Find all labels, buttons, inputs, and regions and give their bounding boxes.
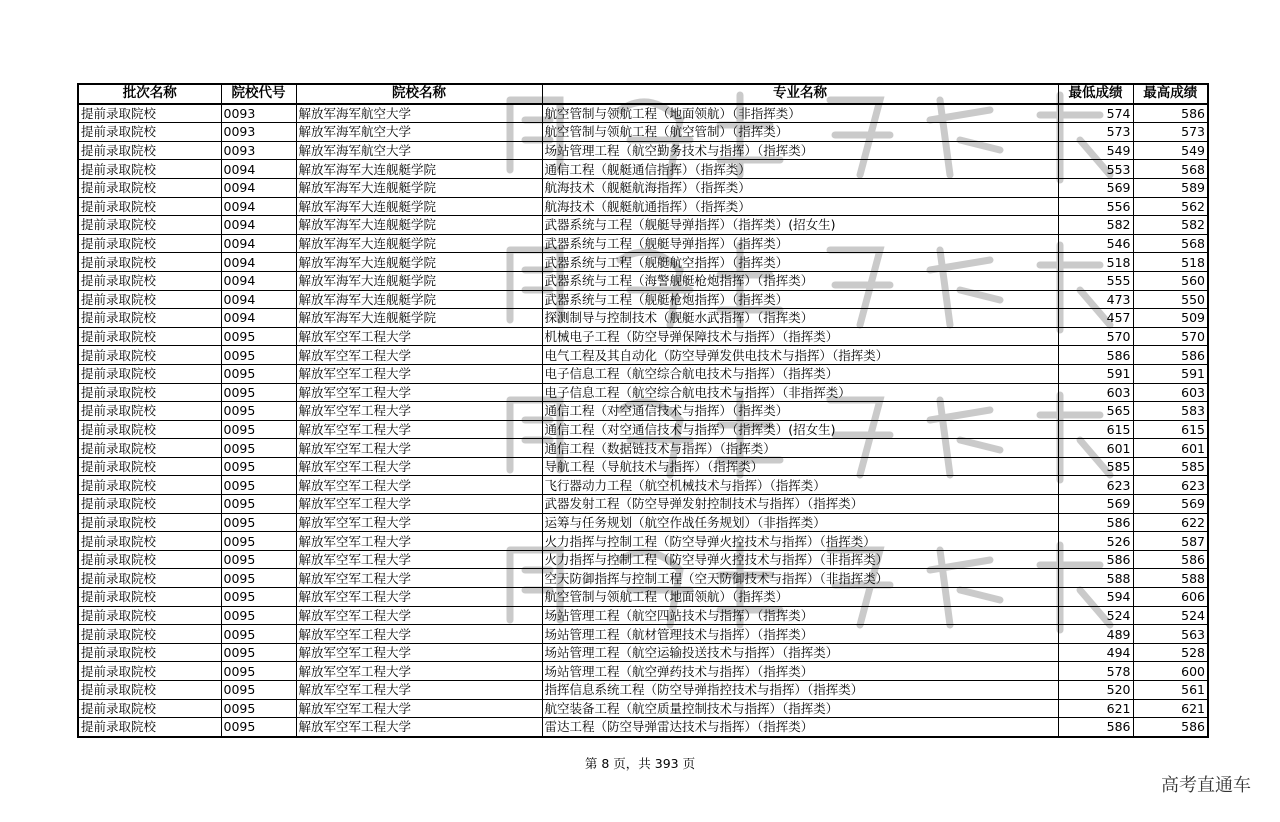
cell-major-name: 电气工程及其自动化（防空导弹发供电技术与指挥）（指挥类） [542,346,1058,365]
cell-batch: 提前录取院校 [78,718,221,737]
cell-batch: 提前录取院校 [78,197,221,216]
cell-batch: 提前录取院校 [78,216,221,235]
cell-school-code: 0095 [221,457,296,476]
cell-major-name: 航空管制与领航工程（地面领航）（指挥类） [542,588,1058,607]
cell-school-name: 解放军海军大连舰艇学院 [296,309,542,328]
cell-school-code: 0094 [221,216,296,235]
cell-school-name: 解放军空军工程大学 [296,495,542,514]
cell-major-name: 飞行器动力工程（航空机械技术与指挥）（指挥类） [542,476,1058,495]
cell-school-code: 0095 [221,532,296,551]
cell-school-name: 解放军空军工程大学 [296,364,542,383]
cell-school-code: 0095 [221,625,296,644]
cell-school-name: 解放军空军工程大学 [296,532,542,551]
cell-min-score: 555 [1058,271,1133,290]
cell-school-name: 解放军海军大连舰艇学院 [296,290,542,309]
cell-major-name: 指挥信息系统工程（防空导弹指控技术与指挥）（指挥类） [542,681,1058,700]
table-row [78,271,1208,290]
table-row [78,178,1208,197]
cell-max-score: 528 [1133,643,1208,662]
cell-major-name: 场站管理工程（航空运输投送技术与指挥）（指挥类） [542,643,1058,662]
cell-max-score: 615 [1133,420,1208,439]
cell-max-score: 591 [1133,364,1208,383]
cell-min-score: 494 [1058,643,1133,662]
cell-major-name: 运筹与任务规划（航空作战任务规划）（非指挥类） [542,513,1058,532]
cell-school-name: 解放军海军航空大学 [296,141,542,160]
brand-label: 高考直通车 [1161,775,1251,796]
cell-min-score: 546 [1058,234,1133,253]
cell-school-code: 0095 [221,643,296,662]
table-row [78,309,1208,328]
table-row [78,662,1208,681]
cell-school-code: 0095 [221,550,296,569]
cell-max-score: 561 [1133,681,1208,700]
table-row [78,253,1208,272]
table-row [78,327,1208,346]
table-row [78,346,1208,365]
cell-school-name: 解放军空军工程大学 [296,681,542,700]
cell-major-name: 武器发射工程（防空导弹发射控制技术与指挥）（指挥类） [542,495,1058,514]
header-min-score: 最低成绩 [1058,84,1133,104]
cell-major-name: 通信工程（对空通信技术与指挥）（指挥类） [542,402,1058,421]
cell-min-score: 591 [1058,364,1133,383]
cell-batch: 提前录取院校 [78,402,221,421]
cell-max-score: 583 [1133,402,1208,421]
cell-min-score: 524 [1058,606,1133,625]
cell-max-score: 573 [1133,123,1208,142]
cell-batch: 提前录取院校 [78,420,221,439]
cell-school-code: 0095 [221,383,296,402]
cell-school-code: 0095 [221,495,296,514]
cell-min-score: 553 [1058,160,1133,179]
table-row [78,606,1208,625]
cell-school-code: 0095 [221,402,296,421]
cell-school-name: 解放军海军大连舰艇学院 [296,271,542,290]
cell-batch: 提前录取院校 [78,178,221,197]
cell-school-name: 解放军空军工程大学 [296,718,542,737]
cell-batch: 提前录取院校 [78,327,221,346]
cell-major-name: 场站管理工程（航空弹药技术与指挥）（指挥类） [542,662,1058,681]
cell-school-code: 0094 [221,234,296,253]
cell-major-name: 航空管制与领航工程（地面领航）（非指挥类） [542,104,1058,123]
cell-major-name: 通信工程（对空通信技术与指挥）（指挥类）(招女生) [542,420,1058,439]
cell-max-score: 586 [1133,346,1208,365]
cell-school-name: 解放军空军工程大学 [296,402,542,421]
cell-min-score: 601 [1058,439,1133,458]
cell-max-score: 600 [1133,662,1208,681]
table-row [78,216,1208,235]
cell-max-score: 586 [1133,550,1208,569]
cell-major-name: 雷达工程（防空导弹雷达技术与指挥）（指挥类） [542,718,1058,737]
table-row [78,495,1208,514]
cell-batch: 提前录取院校 [78,495,221,514]
cell-major-name: 武器系统与工程（舰艇航空指挥）（指挥类） [542,253,1058,272]
cell-school-code: 0095 [221,476,296,495]
cell-school-code: 0095 [221,662,296,681]
cell-min-score: 569 [1058,495,1133,514]
cell-batch: 提前录取院校 [78,662,221,681]
cell-max-score: 509 [1133,309,1208,328]
cell-max-score: 622 [1133,513,1208,532]
cell-major-name: 武器系统与工程（海警舰艇枪炮指挥）（指挥类） [542,271,1058,290]
cell-min-score: 603 [1058,383,1133,402]
cell-max-score: 569 [1133,495,1208,514]
cell-min-score: 578 [1058,662,1133,681]
cell-batch: 提前录取院校 [78,681,221,700]
cell-batch: 提前录取院校 [78,346,221,365]
cell-max-score: 524 [1133,606,1208,625]
cell-major-name: 电子信息工程（航空综合航电技术与指挥）（非指挥类） [542,383,1058,402]
cell-max-score: 589 [1133,178,1208,197]
table-row [78,569,1208,588]
cell-batch: 提前录取院校 [78,476,221,495]
cell-batch: 提前录取院校 [78,160,221,179]
cell-school-name: 解放军空军工程大学 [296,569,542,588]
table-row [78,588,1208,607]
cell-max-score: 601 [1133,439,1208,458]
cell-max-score: 518 [1133,253,1208,272]
table-row [78,532,1208,551]
cell-school-name: 解放军空军工程大学 [296,420,542,439]
cell-school-code: 0095 [221,718,296,737]
cell-school-name: 解放军空军工程大学 [296,513,542,532]
table-row [78,197,1208,216]
cell-school-code: 0095 [221,327,296,346]
table-header [78,84,1208,104]
cell-max-score: 603 [1133,383,1208,402]
cell-min-score: 518 [1058,253,1133,272]
cell-school-code: 0095 [221,699,296,718]
cell-school-code: 0095 [221,588,296,607]
cell-min-score: 569 [1058,178,1133,197]
cell-school-code: 0094 [221,271,296,290]
cell-school-code: 0094 [221,290,296,309]
cell-major-name: 武器系统与工程（舰艇导弹指挥）（指挥类） [542,234,1058,253]
cell-school-code: 0094 [221,178,296,197]
cell-school-code: 0095 [221,681,296,700]
cell-batch: 提前录取院校 [78,550,221,569]
cell-major-name: 航海技术（舰艇航海指挥）（指挥类） [542,178,1058,197]
cell-batch: 提前录取院校 [78,253,221,272]
cell-batch: 提前录取院校 [78,699,221,718]
cell-max-score: 549 [1133,141,1208,160]
table-row [78,699,1208,718]
cell-school-name: 解放军空军工程大学 [296,476,542,495]
cell-max-score: 586 [1133,718,1208,737]
cell-school-name: 解放军海军大连舰艇学院 [296,234,542,253]
cell-school-code: 0093 [221,141,296,160]
table-row [78,383,1208,402]
cell-school-name: 解放军空军工程大学 [296,327,542,346]
table-row [78,234,1208,253]
table-row [78,718,1208,737]
cell-min-score: 586 [1058,718,1133,737]
cell-min-score: 556 [1058,197,1133,216]
cell-major-name: 通信工程（舰艇通信指挥）（指挥类） [542,160,1058,179]
cell-min-score: 573 [1058,123,1133,142]
table-row [78,643,1208,662]
cell-major-name: 航海技术（舰艇航通指挥）（指挥类） [542,197,1058,216]
cell-school-code: 0095 [221,346,296,365]
cell-max-score: 587 [1133,532,1208,551]
cell-batch: 提前录取院校 [78,625,221,644]
cell-min-score: 623 [1058,476,1133,495]
cell-max-score: 568 [1133,234,1208,253]
cell-min-score: 586 [1058,346,1133,365]
table-row [78,123,1208,142]
cell-school-code: 0095 [221,364,296,383]
header-major-name: 专业名称 [542,84,1058,104]
cell-school-name: 解放军空军工程大学 [296,588,542,607]
table-row [78,457,1208,476]
cell-school-name: 解放军海军大连舰艇学院 [296,178,542,197]
cell-min-score: 570 [1058,327,1133,346]
table-row [78,104,1208,123]
cell-school-name: 解放军空军工程大学 [296,457,542,476]
table-row [78,476,1208,495]
table-row [78,364,1208,383]
cell-school-code: 0095 [221,606,296,625]
cell-major-name: 空天防御指挥与控制工程（空天防御技术与指挥）（非指挥类） [542,569,1058,588]
cell-min-score: 520 [1058,681,1133,700]
cell-major-name: 武器系统与工程（舰艇枪炮指挥）（指挥类） [542,290,1058,309]
cell-batch: 提前录取院校 [78,643,221,662]
cell-school-code: 0095 [221,513,296,532]
table-row [78,141,1208,160]
cell-school-code: 0095 [221,569,296,588]
header-batch: 批次名称 [78,84,221,104]
table-row [78,402,1208,421]
cell-max-score: 563 [1133,625,1208,644]
cell-school-name: 解放军空军工程大学 [296,699,542,718]
cell-school-code: 0095 [221,420,296,439]
cell-min-score: 457 [1058,309,1133,328]
cell-school-name: 解放军海军大连舰艇学院 [296,216,542,235]
cell-max-score: 588 [1133,569,1208,588]
cell-school-code: 0094 [221,309,296,328]
cell-major-name: 火力指挥与控制工程（防空导弹火控技术与指挥）（指挥类） [542,532,1058,551]
cell-min-score: 473 [1058,290,1133,309]
cell-min-score: 588 [1058,569,1133,588]
table-body [78,104,1208,737]
cell-min-score: 489 [1058,625,1133,644]
cell-min-score: 526 [1058,532,1133,551]
cell-batch: 提前录取院校 [78,141,221,160]
cell-school-code: 0094 [221,197,296,216]
cell-major-name: 通信工程（数据链技术与指挥）（指挥类） [542,439,1058,458]
cell-school-name: 解放军空军工程大学 [296,550,542,569]
cell-school-name: 解放军海军大连舰艇学院 [296,253,542,272]
table-row [78,513,1208,532]
cell-school-code: 0094 [221,160,296,179]
cell-school-name: 解放军海军航空大学 [296,104,542,123]
cell-school-code: 0095 [221,439,296,458]
cell-school-name: 解放军空军工程大学 [296,625,542,644]
cell-major-name: 机械电子工程（防空导弹保障技术与指挥）（指挥类） [542,327,1058,346]
cell-min-score: 586 [1058,513,1133,532]
cell-max-score: 606 [1133,588,1208,607]
cell-min-score: 582 [1058,216,1133,235]
cell-min-score: 594 [1058,588,1133,607]
cell-school-name: 解放军海军航空大学 [296,123,542,142]
cell-school-name: 解放军空军工程大学 [296,662,542,681]
cell-major-name: 场站管理工程（航空勤务技术与指挥）（指挥类） [542,141,1058,160]
cell-max-score: 570 [1133,327,1208,346]
cell-min-score: 585 [1058,457,1133,476]
cell-batch: 提前录取院校 [78,569,221,588]
cell-school-code: 0093 [221,104,296,123]
cell-min-score: 549 [1058,141,1133,160]
cell-max-score: 560 [1133,271,1208,290]
cell-school-name: 解放军空军工程大学 [296,346,542,365]
cell-max-score: 585 [1133,457,1208,476]
cell-school-name: 解放军空军工程大学 [296,383,542,402]
cell-major-name: 火力指挥与控制工程（防空导弹火控技术与指挥）（非指挥类） [542,550,1058,569]
cell-school-name: 解放军空军工程大学 [296,439,542,458]
cell-school-name: 解放军海军大连舰艇学院 [296,197,542,216]
table-row [78,439,1208,458]
cell-batch: 提前录取院校 [78,457,221,476]
cell-max-score: 621 [1133,699,1208,718]
header-school-name: 院校名称 [296,84,542,104]
cell-batch: 提前录取院校 [78,588,221,607]
cell-major-name: 航空管制与领航工程（航空管制）（指挥类） [542,123,1058,142]
cell-batch: 提前录取院校 [78,309,221,328]
cell-school-code: 0094 [221,253,296,272]
cell-batch: 提前录取院校 [78,234,221,253]
cell-major-name: 场站管理工程（航材管理技术与指挥）（指挥类） [542,625,1058,644]
cell-batch: 提前录取院校 [78,123,221,142]
cell-batch: 提前录取院校 [78,513,221,532]
cell-major-name: 航空装备工程（航空质量控制技术与指挥）（指挥类） [542,699,1058,718]
cell-min-score: 565 [1058,402,1133,421]
cell-min-score: 574 [1058,104,1133,123]
cell-max-score: 568 [1133,160,1208,179]
page-indicator: 第 8 页，共 393 页 [584,756,696,771]
cell-batch: 提前录取院校 [78,383,221,402]
cell-batch: 提前录取院校 [78,104,221,123]
cell-school-name: 解放军空军工程大学 [296,606,542,625]
cell-major-name: 探测制导与控制技术（舰艇水武指挥）（指挥类） [542,309,1058,328]
cell-max-score: 582 [1133,216,1208,235]
admission-scores-table [77,83,1209,738]
cell-major-name: 导航工程（导航技术与指挥）（指挥类） [542,457,1058,476]
table-row [78,420,1208,439]
cell-batch: 提前录取院校 [78,606,221,625]
table-row [78,550,1208,569]
cell-batch: 提前录取院校 [78,271,221,290]
cell-max-score: 586 [1133,104,1208,123]
cell-batch: 提前录取院校 [78,364,221,383]
cell-major-name: 场站管理工程（航空四站技术与指挥）（指挥类） [542,606,1058,625]
cell-max-score: 562 [1133,197,1208,216]
cell-batch: 提前录取院校 [78,439,221,458]
cell-max-score: 550 [1133,290,1208,309]
cell-max-score: 623 [1133,476,1208,495]
table-row [78,625,1208,644]
cell-major-name: 武器系统与工程（舰艇导弹指挥）（指挥类）(招女生) [542,216,1058,235]
header-school-code: 院校代号 [221,84,296,104]
cell-major-name: 电子信息工程（航空综合航电技术与指挥）（指挥类） [542,364,1058,383]
table-row [78,160,1208,179]
cell-school-name: 解放军空军工程大学 [296,643,542,662]
cell-batch: 提前录取院校 [78,532,221,551]
cell-min-score: 615 [1058,420,1133,439]
header-max-score: 最高成绩 [1133,84,1208,104]
cell-school-code: 0093 [221,123,296,142]
table-row [78,681,1208,700]
cell-batch: 提前录取院校 [78,290,221,309]
cell-min-score: 621 [1058,699,1133,718]
cell-min-score: 586 [1058,550,1133,569]
cell-school-name: 解放军海军大连舰艇学院 [296,160,542,179]
table-row [78,290,1208,309]
